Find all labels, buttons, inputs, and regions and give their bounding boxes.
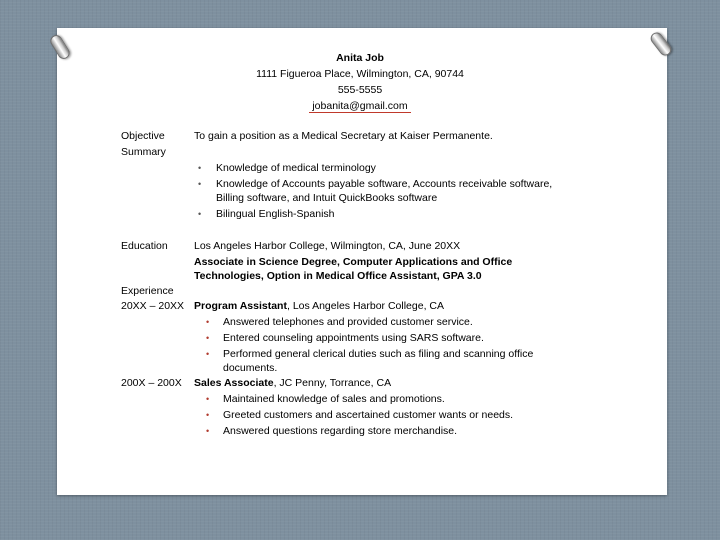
job-employer: , JC Penny, Torrance, CA <box>273 377 392 389</box>
applicant-email-link[interactable]: jobanita@gmail.com <box>309 100 410 113</box>
education-label: Education <box>121 240 168 252</box>
job-duty: Performed general clerical duties such as filing and scanning office <box>223 348 534 360</box>
applicant-address: 1111 Figueroa Place, Wilmington, CA, 90744 <box>256 68 464 80</box>
bullet-icon: • <box>206 426 210 436</box>
job-duty: Maintained knowledge of sales and promotions. <box>223 393 445 405</box>
summary-label: Summary <box>121 146 166 158</box>
job-dates: 20XX – 20XX <box>121 300 185 312</box>
job-duty: Greeted customers and ascertained customer wants or needs. <box>223 409 514 421</box>
education-school: Los Angeles Harbor College, Wilmington, CA, June 20XX <box>194 240 461 252</box>
summary-item: Bilingual English-Spanish <box>216 208 335 220</box>
objective-label: Objective <box>121 130 165 142</box>
bullet-icon: • <box>198 209 202 219</box>
job-title: Program Assistant <box>194 300 287 312</box>
job-dates: 200X – 200X <box>121 377 182 389</box>
bullet-icon: • <box>206 333 210 343</box>
applicant-phone: 555-5555 <box>337 84 383 96</box>
job-duty: Entered counseling appointments using SARS software. <box>223 332 484 344</box>
education-degree-line1: Associate in Science Degree, Computer Applications and Office <box>194 256 513 268</box>
job-employer: , Los Angeles Harbor College, CA <box>286 300 444 312</box>
objective-text: To gain a position as a Medical Secretary at Kaiser Permanente. <box>194 130 493 142</box>
summary-item-continued: Billing software, and Intuit QuickBooks software <box>216 192 438 204</box>
education-degree-line2: Technologies, Option in Medical Office Assistant, GPA 3.0 <box>194 270 482 282</box>
bullet-icon: • <box>206 394 210 404</box>
summary-item: Knowledge of medical terminology <box>216 162 376 174</box>
experience-label: Experience <box>121 285 174 297</box>
job-title: Sales Associate <box>194 377 274 389</box>
job-duty: Answered questions regarding store merchandise. <box>223 425 458 437</box>
job-duty-continued: documents. <box>223 362 278 374</box>
job-duty: Answered telephones and provided customer service. <box>223 316 473 328</box>
applicant-email-line <box>0 98 720 114</box>
bullet-icon: • <box>206 410 210 420</box>
bullet-icon: • <box>206 349 210 359</box>
bullet-icon: • <box>198 179 202 189</box>
job-heading <box>194 375 391 391</box>
job-heading <box>194 298 444 314</box>
summary-item: Knowledge of Accounts payable software, Accounts receivable software, <box>216 178 553 190</box>
bullet-icon: • <box>206 317 210 327</box>
bullet-icon: • <box>198 163 202 173</box>
applicant-name: Anita Job <box>336 52 384 64</box>
